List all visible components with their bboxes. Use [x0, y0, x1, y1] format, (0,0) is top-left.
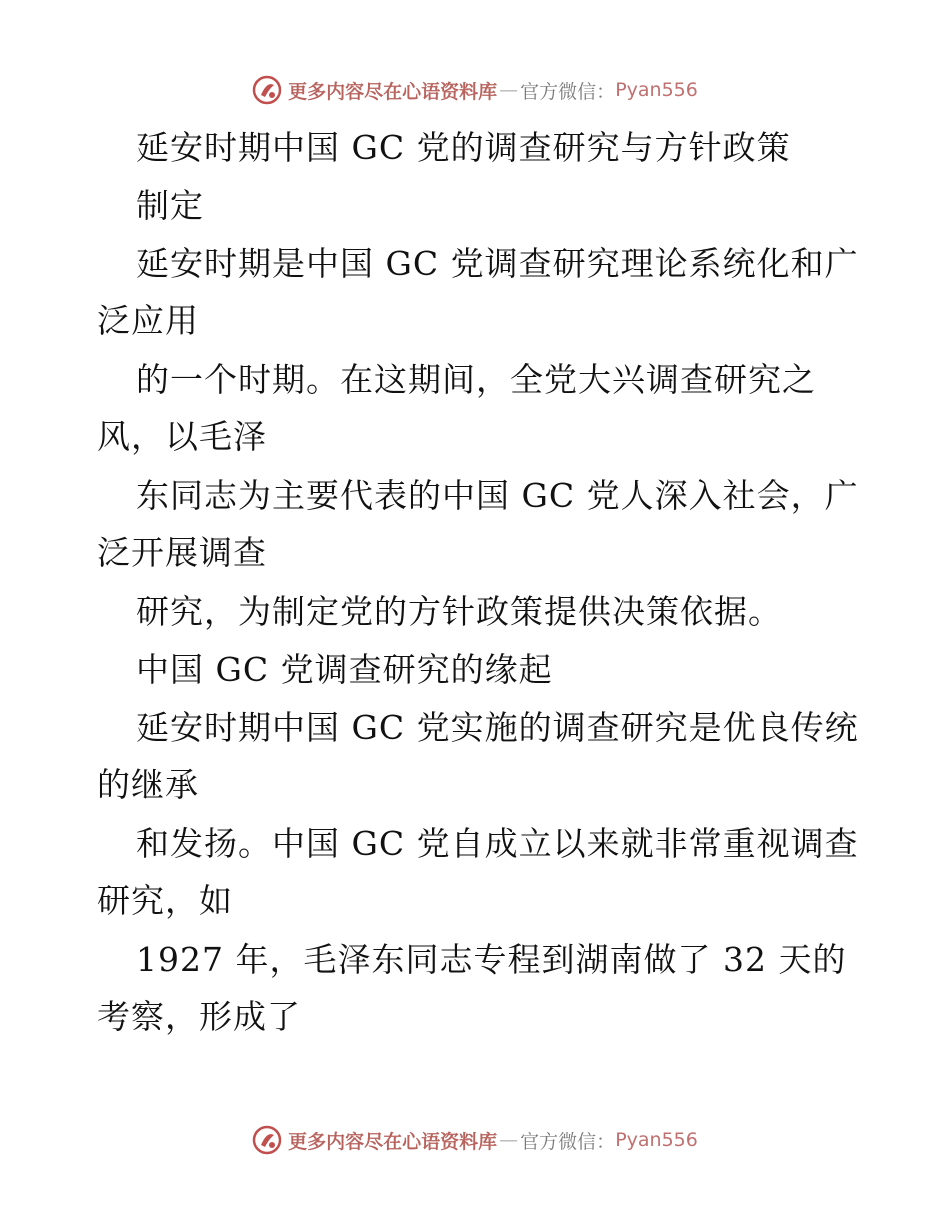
paragraph-line: 的继承: [97, 765, 199, 804]
paragraph-line: 东同志为主要代表的中国 GC 党人深入社会，广: [136, 476, 859, 515]
brand-logo-icon: [252, 75, 282, 105]
watermark-wechat-label: 官方微信：: [520, 80, 616, 103]
footer-watermark: [0, 1120, 950, 1160]
watermark-brand-text: 更多内容尽在心语资料库: [288, 1130, 498, 1153]
header-watermark: [0, 70, 950, 110]
paragraph-line: 和发扬。中国 GC 党自成立以来就非常重视调查: [136, 824, 859, 863]
section-heading: 中国 GC 党调查研究的缘起: [136, 650, 553, 689]
document-title-line-2: 制定: [136, 186, 204, 225]
paragraph-line: 研究，如: [97, 881, 233, 920]
watermark-wechat-handle: Pyan556: [615, 1129, 698, 1151]
watermark-dash: —: [499, 79, 519, 101]
paragraph-line: 延安时期是中国 GC 党调查研究理论系统化和广: [136, 244, 859, 283]
watermark-brand-text: 更多内容尽在心语资料库: [288, 80, 498, 103]
paragraph-line: 研究，为制定党的方针政策提供决策依据。: [136, 592, 782, 631]
watermark-wechat-handle: Pyan556: [615, 79, 698, 101]
brand-logo-icon: [252, 1125, 282, 1155]
paragraph-line: 泛开展调查: [97, 533, 267, 572]
watermark-dash: —: [499, 1129, 519, 1151]
paragraph-line: 1927 年，毛泽东同志专程到湖南做了 32 天的: [136, 940, 847, 979]
paragraph-line: 的一个时期。在这期间，全党大兴调查研究之: [136, 360, 816, 399]
paragraph-line: 风，以毛泽: [97, 417, 267, 456]
document-title-line-1: 延安时期中国 GC 党的调查研究与方针政策: [136, 128, 791, 167]
paragraph-line: 泛应用: [97, 301, 199, 340]
paragraph-line: 延安时期中国 GC 党实施的调查研究是优良传统: [136, 708, 859, 747]
paragraph-line: 考察，形成了: [97, 997, 301, 1036]
watermark-wechat-label: 官方微信：: [520, 1130, 616, 1153]
